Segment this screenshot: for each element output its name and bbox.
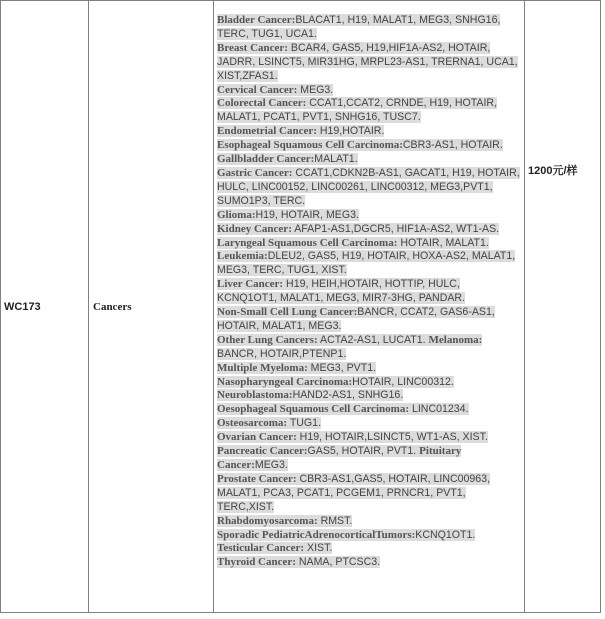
cancer-name: Endometrial Cancer:	[217, 125, 317, 138]
gene-list: CBR3-AS1,GAS5, HOTAIR, LINC00963, MALAT1, PCA3, PCAT1, PCGEM1, PRNCR1, PVT1, TERC,XIST.	[217, 472, 491, 513]
cancer-name: Colorectal Cancer:	[217, 97, 307, 110]
gene-list: H19,HOTAIR.	[316, 125, 385, 138]
cancer-name: Laryngeal Squamous Cell Carcinoma:	[217, 236, 398, 249]
cancer-name: Breast Cancer:	[217, 41, 288, 54]
gene-list: DLEU2, GAS5, H19, HOTAIR, HOXA-AS2, MALAT1, MEG3, TERC, TUG1, XIST.	[217, 250, 516, 277]
gene-list: NAMA, PTCSC3.	[295, 556, 381, 569]
gene-list: HOTAIR, MALAT1.	[397, 236, 489, 249]
cancer-name: Gallbladder Cancer:	[217, 153, 315, 166]
gene-list: GAS5, HOTAIR, PVT1.	[307, 445, 420, 458]
cancer-name: Cervical Cancer:	[217, 83, 298, 96]
gene-list: BCAR4, GAS5, H19,HIF1A-AS2, HOTAIR, JADRR, LSINCT5, MIR31HG, MRPL23-AS1, TRERNA1, UCA1, XIST,ZFAS1.	[217, 41, 518, 82]
gene-list: ACTA2-AS1, LUCAT1.	[317, 333, 429, 346]
cancer-name: Liver Cancer:	[217, 278, 284, 291]
cancer-name: Non-Small Cell Lung Cancer:	[217, 306, 358, 319]
cancer-name: Leukemia:	[217, 250, 268, 263]
cancer-name: Melanoma:	[428, 333, 483, 346]
table-row	[1, 1, 601, 613]
cancer-name: Multiple Myeloma:	[217, 361, 308, 374]
cancer-name: Prostate Cancer:	[217, 472, 297, 485]
cancer-name: Rhabdomyosarcoma:	[217, 514, 318, 527]
gene-list: H19, HOTAIR,LSINCT5, WT1-AS, XIST.	[296, 431, 488, 444]
gene-list: HAND2-AS1, SNHG16.	[292, 389, 404, 402]
cancer-name: Osteosarcoma:	[217, 417, 288, 430]
gene-list: RMST.	[317, 514, 353, 527]
gene-list: CCAT1,CCAT2, CRNDE, H19, HOTAIR, MALAT1, PCAT1, PVT1, SNHG16, TUSC7.	[217, 97, 498, 124]
gene-list: KCNQ1OT1.	[415, 528, 476, 541]
gene-list: LINC01234.	[409, 403, 469, 416]
gene-list: AFAP1-AS1,DGCR5, HIF1A-AS2, WT1-AS.	[291, 222, 500, 235]
price-cell	[525, 1, 601, 613]
gene-list: MEG3, PVT1.	[307, 361, 377, 374]
gene-list: H19, HOTAIR, MEG3.	[255, 208, 359, 221]
gene-list: BLACAT1, H19, MALAT1, MEG3, SNHG16, TERC, TUG1, UCA1.	[217, 14, 501, 40]
category-label: Cancers	[93, 300, 132, 313]
cancer-name: Other Lung Cancers:	[217, 333, 318, 346]
cancer-name: Kidney Cancer:	[217, 222, 292, 235]
cancer-name: Esophageal Squamous Cell Carcinoma:	[217, 139, 403, 152]
cancer-name: Oesophageal Squamous Cell Carcinoma:	[217, 403, 410, 416]
gene-list: CCAT1,CDKN2B-AS1, GACAT1, H19, HOTAIR, HULC, LINC00152, LINC00261, LINC00312, MEG3,PVT1, SUMO1P3, TERC.	[217, 166, 520, 207]
gene-list: HOTAIR, LINC00312.	[352, 375, 454, 388]
cancer-name: Neuroblastoma:	[217, 389, 293, 402]
gene-list: XIST.	[304, 542, 333, 555]
product-code-cell	[1, 1, 89, 613]
product-code: WC173	[4, 300, 41, 313]
gene-list: CBR3-AS1, HOTAIR.	[402, 139, 503, 152]
cancer-gene-list-cell	[214, 1, 525, 613]
gene-list: BANCR, CCAT2, GAS6-AS1, HOTAIR, MALAT1, MEG3.	[217, 306, 495, 332]
cancer-name: Pancreatic Cancer:	[217, 445, 308, 458]
cancer-name: Pituitary Cancer:	[217, 445, 462, 471]
gene-list: TUG1.	[287, 417, 322, 430]
gene-list: MEG3.	[254, 459, 288, 471]
category-cell	[89, 1, 214, 613]
cancer-name: Testicular Cancer:	[217, 542, 305, 555]
price: 1200元/样	[528, 165, 578, 177]
cancer-name: Ovarian Cancer:	[217, 431, 297, 444]
gene-list: H19, HEIH,HOTAIR, HOTTIP, HULC, KCNQ1OT1, MALAT1, MEG3, MIR7-3HG, PANDAR.	[217, 278, 466, 305]
cancer-name: Bladder Cancer:	[217, 14, 296, 26]
cancer-name: Gastric Cancer:	[217, 166, 293, 179]
cancer-name: Thyroid Cancer:	[217, 556, 296, 569]
cancer-name: Sporadic PediatricAdrenocorticalTumors:	[217, 528, 416, 541]
cancer-name: Glioma:	[217, 208, 256, 221]
gene-list: MEG3.	[297, 83, 334, 96]
cancer-gene-list	[217, 14, 522, 570]
gene-list: BANCR, HOTAIR,PTENP1.	[217, 347, 347, 360]
gene-list: MALAT1.	[314, 153, 358, 166]
cancer-name: Nasopharyngeal Carcinoma:	[217, 375, 353, 388]
